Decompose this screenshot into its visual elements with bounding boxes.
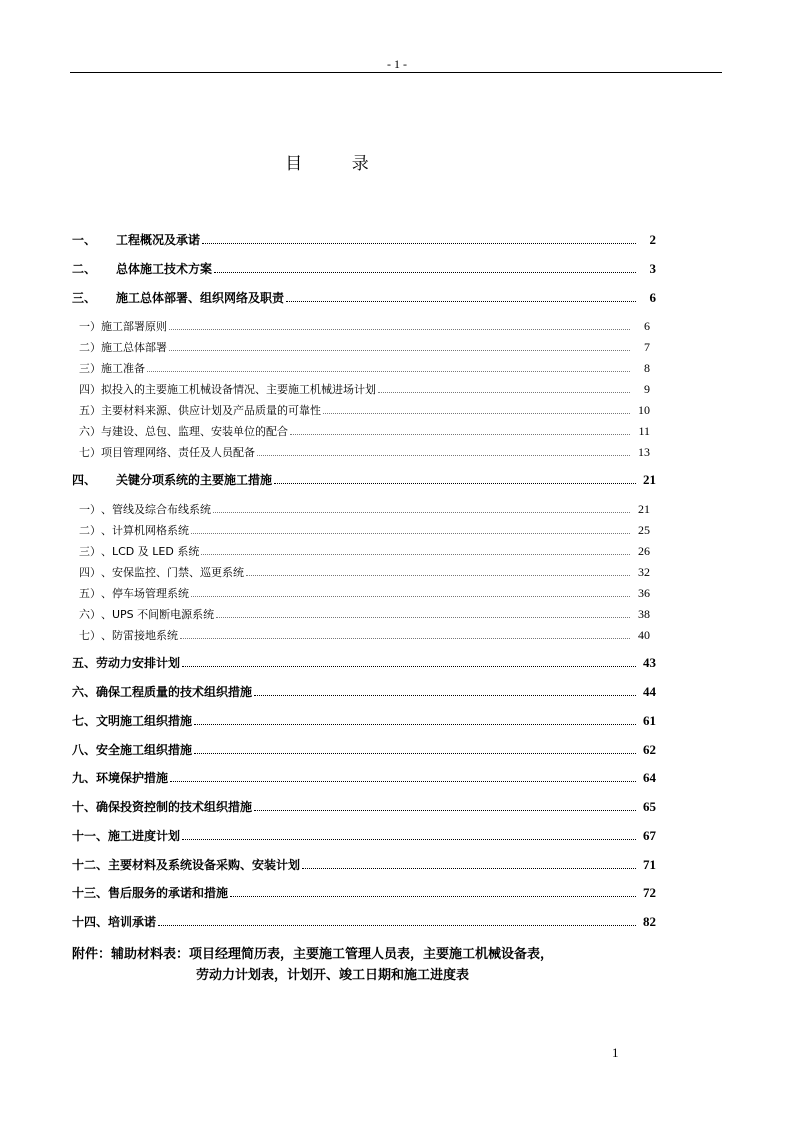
toc-leader-dots: [182, 666, 636, 667]
toc-entry[interactable]: [72, 543, 656, 559]
toc-entry[interactable]: [72, 261, 656, 277]
toc-leader-dots: [194, 724, 636, 725]
toc-entry-page: 32: [638, 565, 650, 579]
toc-entry-page: 10: [638, 403, 650, 417]
toc-entry-page: 7: [644, 340, 650, 354]
toc-leader-dots: [246, 575, 630, 576]
toc-entry-label: 施工进度计划: [108, 829, 181, 843]
toc-entry-number: 三）: [72, 545, 101, 558]
toc-entry[interactable]: [72, 290, 656, 306]
toc-entry-label: 与建设、总包、监理、安装单位的配合: [101, 425, 288, 438]
toc-leader-dots: [286, 301, 636, 302]
toc-entry-page: 64: [643, 770, 656, 785]
toc-entry-page: 38: [638, 607, 650, 621]
toc-entry-number: 五）: [72, 404, 101, 417]
toc-entry-label: 主要材料来源、供应计划及产品质量的可靠性: [101, 404, 321, 417]
toc-entry-page: 6: [644, 319, 650, 333]
toc-entry-page: 21: [638, 502, 650, 516]
toc-entry-label: 、管线及综合布线系统: [101, 503, 211, 516]
toc-leader-dots: [254, 810, 636, 811]
toc-entry-label: 施工准备: [101, 362, 145, 375]
toc-leader-dots: [147, 371, 630, 372]
toc-entry[interactable]: [72, 606, 656, 622]
footer-page-number: 1: [612, 1045, 619, 1060]
toc-entry-page: 8: [644, 361, 650, 375]
toc-leader-dots: [180, 638, 630, 639]
toc-entry-number: 二）: [72, 341, 101, 354]
toc-entry[interactable]: [72, 742, 656, 758]
toc-entry[interactable]: [72, 627, 656, 643]
toc-entry[interactable]: [72, 402, 656, 418]
toc-leader-dots: [213, 512, 630, 513]
toc-entry[interactable]: [72, 770, 656, 786]
toc-entry[interactable]: [72, 564, 656, 580]
toc-entry-page: 61: [643, 713, 656, 728]
toc-entry[interactable]: [72, 585, 656, 601]
toc-entry-number: 四、: [72, 473, 113, 487]
toc-entry-page: 67: [643, 828, 656, 843]
toc-entry-label: 、UPS 不间断电源系统: [101, 608, 215, 621]
toc-entry-label: 安全施工组织措施: [96, 743, 193, 757]
toc-leader-dots: [216, 617, 630, 618]
toc-leader-dots: [170, 781, 636, 782]
toc-entry-page: 62: [643, 742, 656, 757]
toc-entry-page: 43: [643, 655, 656, 670]
toc-entry-page: 44: [643, 684, 656, 699]
toc-entry-label: 施工总体部署、组织网络及职责: [116, 291, 285, 305]
toc-entry-page: 13: [638, 445, 650, 459]
toc-entry[interactable]: [72, 914, 656, 930]
toc-entry-page: 36: [638, 586, 650, 600]
toc-entry-label: 确保投资控制的技术组织措施: [96, 800, 253, 814]
toc-entry-number: 七）: [72, 446, 101, 459]
toc-entry-page: 26: [638, 544, 650, 558]
toc-entry[interactable]: [72, 522, 656, 538]
toc-entry[interactable]: [72, 828, 656, 844]
toc-leader-dots: [191, 533, 630, 534]
toc-entry-label: 施工部署原则: [101, 320, 167, 333]
toc-entry-label: 售后服务的承诺和措施: [108, 886, 229, 900]
toc-entry[interactable]: [72, 799, 656, 815]
toc-entry-label: 主要材料及系统设备采购、安装计划: [108, 858, 301, 872]
toc-entry-label: 确保工程质量的技术组织措施: [96, 685, 253, 699]
toc-entry[interactable]: [72, 684, 656, 700]
toc-entry[interactable]: [72, 423, 656, 439]
toc-leader-dots: [182, 839, 636, 840]
toc-entry-label: 文明施工组织措施: [96, 714, 193, 728]
toc-leader-dots: [257, 455, 630, 456]
toc-entry-page: 6: [649, 290, 656, 305]
toc-entry-page: 9: [644, 382, 650, 396]
toc-entry-page: 3: [649, 261, 656, 276]
toc-entry[interactable]: [72, 857, 656, 873]
toc-entry-label: 工程概况及承诺: [116, 233, 201, 247]
toc-entry[interactable]: [72, 885, 656, 901]
toc-leader-dots: [274, 483, 636, 484]
toc-entry-page: 25: [638, 523, 650, 537]
header-page-marker: - 1 -: [387, 57, 407, 71]
toc-entry-label: 、安保监控、门禁、巡更系统: [101, 566, 244, 579]
toc-entry-label: 劳动力安排计划: [96, 656, 181, 670]
toc-entry-number: 六）: [72, 425, 101, 438]
toc-entry[interactable]: [72, 444, 656, 460]
toc-leader-dots: [290, 434, 630, 435]
toc-entry-page: 11: [638, 424, 650, 438]
toc-leader-dots: [201, 554, 630, 555]
toc-entry-number: 五）: [72, 587, 101, 600]
toc-entry[interactable]: [72, 381, 656, 397]
toc-entry[interactable]: [72, 655, 656, 671]
toc-leader-dots: [214, 272, 636, 273]
toc-entry-page: 65: [643, 799, 656, 814]
toc-leader-dots: [191, 596, 630, 597]
toc-entry-page: 82: [643, 914, 656, 929]
toc-entry-number: 二）: [72, 524, 101, 537]
toc-leader-dots: [378, 392, 630, 393]
toc-entry-label: 、计算机网格系统: [101, 524, 189, 537]
toc-entry-page: 21: [643, 472, 656, 487]
toc-entry-number: 四）: [72, 383, 101, 396]
toc-leader-dots: [194, 753, 636, 754]
toc-entry[interactable]: [72, 318, 656, 334]
toc-entry-number: 一）: [72, 320, 101, 333]
toc-entry-label: 、停车场管理系统: [101, 587, 189, 600]
toc-entry-number: 十一、: [72, 829, 109, 843]
toc-entry-label: 总体施工技术方案: [116, 262, 213, 276]
toc-entry-label: 培训承诺: [108, 915, 157, 929]
toc-entry[interactable]: [72, 713, 656, 729]
toc-entry-page: 71: [643, 857, 656, 872]
toc-entry[interactable]: [72, 501, 656, 517]
toc-entry-number: 七、: [72, 714, 97, 728]
appendix-line-2: 劳动力计划表，计划开、竣工日期和施工进度表: [196, 968, 470, 983]
toc-entry[interactable]: [72, 232, 656, 248]
toc-leader-dots: [323, 413, 630, 414]
toc-entry-label: 环境保护措施: [96, 771, 169, 785]
toc-entry-label: 、LCD 及 LED 系统: [101, 545, 200, 558]
toc-entry-number: 六、: [72, 685, 97, 699]
toc-entry-label: 关键分项系统的主要施工措施: [116, 473, 273, 487]
toc-title-text: 目 录: [285, 154, 391, 174]
toc-entry-number: 二、: [72, 262, 113, 276]
toc-entry-number: 六）: [72, 608, 101, 621]
toc-entry-number: 七）: [72, 629, 101, 642]
toc-entry-number: 十四、: [72, 915, 109, 929]
toc-leader-dots: [254, 695, 636, 696]
toc-leader-dots: [302, 868, 636, 869]
toc-entry-number: 十二、: [72, 858, 109, 872]
toc-entry-page: 72: [643, 885, 656, 900]
toc-leader-dots: [202, 243, 636, 244]
toc-entry-number: 三）: [72, 362, 101, 375]
toc-entry-label: 、防雷接地系统: [101, 629, 178, 642]
toc-entry-number: 八、: [72, 743, 97, 757]
toc-entry-number: 三、: [72, 291, 113, 305]
toc-entry-number: 一、: [72, 233, 113, 247]
toc-entry[interactable]: [72, 472, 656, 488]
toc-entry-label: 拟投入的主要施工机械设备情况、主要施工机械进场计划: [101, 383, 376, 396]
toc-entry-number: 十三、: [72, 886, 109, 900]
toc-leader-dots: [158, 925, 636, 926]
toc-entry-number: 五、: [72, 656, 97, 670]
toc-entry-label: 施工总体部署: [101, 341, 167, 354]
toc-entry-number: 十、: [72, 800, 97, 814]
header-rule: [70, 72, 722, 73]
toc-title: [0, 149, 794, 174]
toc-leader-dots: [169, 350, 630, 351]
toc-entry-page: 2: [649, 232, 656, 247]
toc-entry-page: 40: [638, 628, 650, 642]
toc-leader-dots: [169, 329, 630, 330]
toc-entry[interactable]: [72, 339, 656, 355]
toc-leader-dots: [230, 896, 636, 897]
appendix-line-1: 附件：辅助材料表：项目经理简历表，主要施工管理人员表，主要施工机械设备表，: [72, 947, 554, 962]
toc-entry-number: 一）: [72, 503, 101, 516]
toc-entry[interactable]: [72, 360, 656, 376]
toc-entry-number: 四）: [72, 566, 101, 579]
toc-entry-number: 九、: [72, 771, 97, 785]
toc-entry-label: 项目管理网络、责任及人员配备: [101, 446, 255, 459]
